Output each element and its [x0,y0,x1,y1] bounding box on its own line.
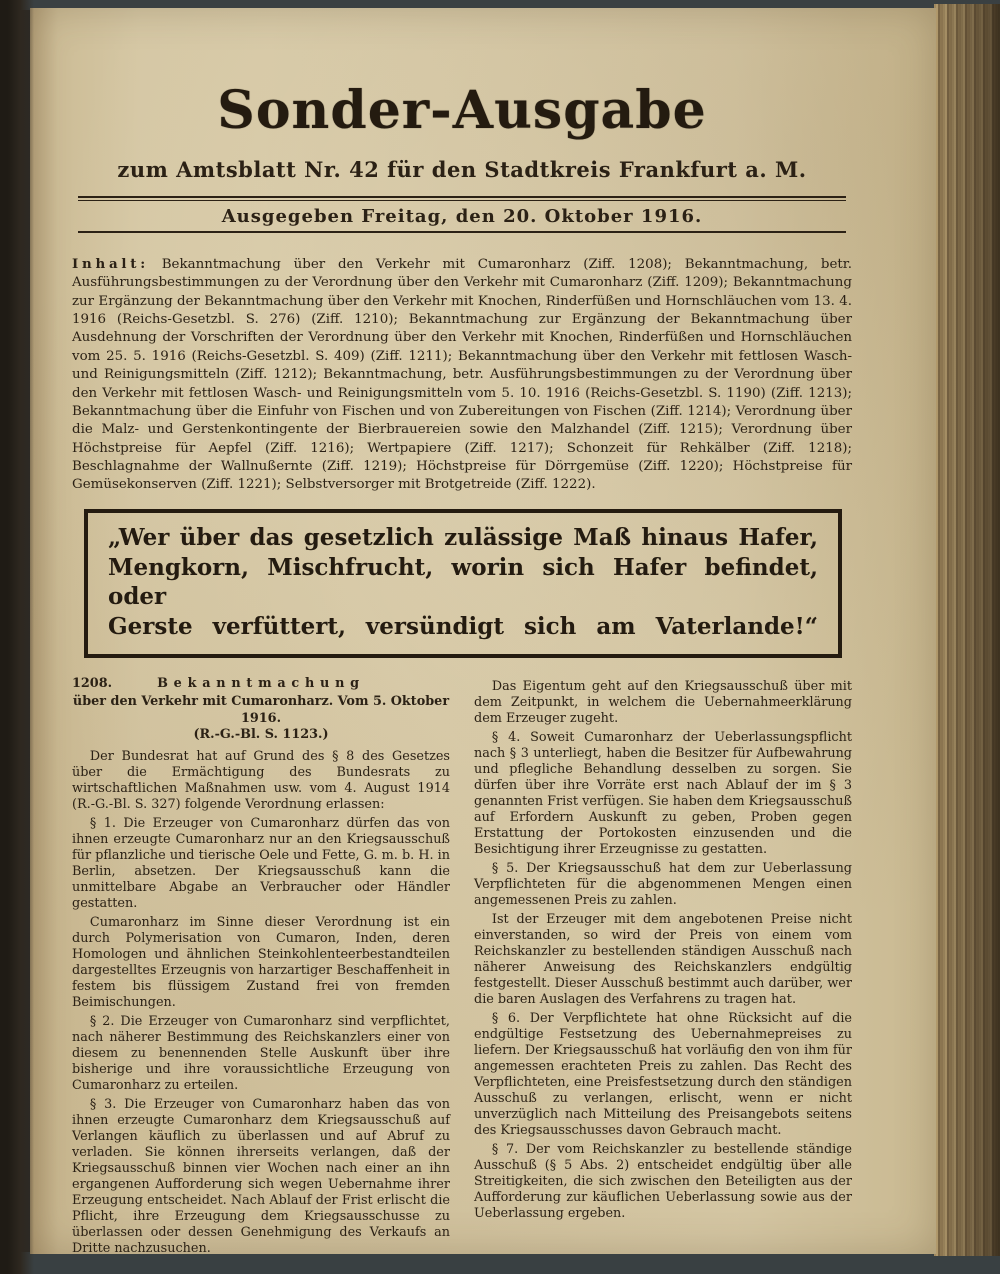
paragraph: § 5. Der Kriegsausschuß hat dem zur Ueberlassung Verpflichteten für die abgenommenen Mengen einen angemessenen Preis zu zahlen. [474,861,852,909]
slogan-box [84,509,842,659]
newspaper-page [30,8,936,1254]
article-columns [72,676,852,1260]
book-gutter-shadow [0,0,34,1274]
table-of-contents [72,255,852,495]
divider-rule-top [78,196,846,201]
paragraph: Cumaronharz im Sinne dieser Verordnung ist ein durch Polymerisation von Cumaron, Inden, deren Homologen und ähnlichen Steinkohlenteerbestandteilen dargestelltes Erzeugnis von harzartiger Beschaffenheit in festem bis flüssigem Zustand frei von fremden Beimischungen. [72,915,450,1011]
paragraph: § 2. Die Erzeuger von Cumaronharz sind verpflichtet, nach näherer Bestimmung des Reichskanzlers einer von diesem zu benennenden Stelle Auskunft über ihre bisherige und ihre voraussichtliche Erzeugung von Cumaronharz zu erteilen. [72,1014,450,1094]
paragraph: Der Bundesrat hat auf Grund des § 8 des Gesetzes über die Ermächtigung des Bundesrats zu wirtschaftlichen Maßnahmen usw. vom 4. August 1914 (R.-G.-Bl. S. 327) folgende Verordnung erlassen: [72,749,450,813]
article-number: 1208. [72,676,113,692]
slogan-line: „Wer über das gesetzlich zulässige Maß hinaus Hafer, [108,523,818,551]
toc-label: Inhalt: [72,256,149,272]
article-subheading: über den Verkehr mit Cumaronharz. Vom 5. Oktober 1916. [72,694,450,726]
book-page-edges [934,4,1000,1256]
slogan-line: Mengkorn, Mischfrucht, worin sich Hafer befindet, oder [108,553,818,611]
paragraph: § 1. Die Erzeuger von Cumaronharz dürfen das von ihnen erzeugte Cumaronharz nur an den Kriegsausschuß für pflanzliche und tierische Oele und Fette, G. m. b. H. in Berlin, absetzen. Der Kriegsausschuß kann die unmittelbare Abgabe an Verbraucher oder Händler gestatten. [72,816,450,912]
paragraph: Ist der Erzeuger mit dem angebotenen Preise nicht einverstanden, so wird der Preis von einem vom Reichskanzler zu bestellenden ständigen Ausschuß nach näherer Anweisung des Reichskanzlers endgültig festgestellt. Dieser Ausschuß bestimmt auch darüber, wer die baren Auslagen des Verfahrens zu tragen hat. [474,912,852,1007]
toc-text: Bekanntmachung über den Verkehr mit Cumaronharz (Ziff. 1208); Bekanntmachung, betr. Ausführungsbestimmungen zu der Verordnung über den Verkehr mit Cumaronharz (Ziff. 1209); Bekanntmachung zur Ergänzung der Bekanntmachung über den Verkehr mit Knochen, Rinderfüßen und Hornschläuchen vom 13. 4. 1916 (Reichs-Gesetzbl. S. 276) (Ziff. 1210); Bekanntmachung zur Ergänzung der Bekanntmachung über Ausdehnung der Vorschriften der Verordnung über den Verkehr mit Knochen, Rinderfüßen und Hornschläuchen vom 25. 5. 1916 (Reichs-Gesetzbl. S. 409) (Ziff. 1211); Bekanntmachung über den Verkehr mit fettlosen Wasch- und Reinigungsmitteln (Ziff. 1212); Bekanntmachung, betr. Ausführungsbestimmungen zu der Verordnung über den Verkehr mit fettlosen Wasch- und Reinigungsmitteln vom 5. 10. 1916 (Reichs-Gesetzbl. S. 1190) (Ziff. 1213); Bekanntmachung über die Einfuhr von Fischen und von Zubereitungen von Fischen (Ziff. 1214); Verordnung über die Malz- und Gerstenkontingente der Bierbrauereien sowie den Malzhandel (Ziff. 1215); Verordnung über Höchstpreise für Aepfel (Ziff. 1216); Wertpapiere (Ziff. 1217); Schonzeit für Rehkälber (Ziff. 1218); Beschlagnahme der Wallnußernte (Ziff. 1219); Höchstpreise für Dörrgemüse (Ziff. 1220); Höchstpreise für Gemüsekonserven (Ziff. 1221); Selbstversorger mit Brotgetreide (Ziff. 1222). [72,257,852,493]
article-header [72,676,450,692]
paragraph: § 6. Der Verpflichtete hat ohne Rücksicht auf die endgültige Festsetzung des Uebernahmepreises zu liefern. Der Kriegsausschuß hat vorläufig den von ihm für angemessen erachteten Preis zu zahlen. Das Recht des Verpflichteten, eine Preisfestsetzung durch den ständigen Ausschuß zu verlangen, erlischt, wenn er nicht unverzüglich nach Mitteilung des Preisangebots seitens des Kriegsausschusses davon Gebrauch macht. [474,1010,852,1138]
page-title: Sonder-Ausgabe [217,80,707,141]
paragraph: Das Eigentum geht auf den Kriegsausschuß über mit dem Zeitpunkt, in welchem die Uebernahmeerklärung dem Erzeuger zugeht. [474,679,852,727]
left-column [72,676,450,1260]
paragraph: § 3. Die Erzeuger von Cumaronharz haben das von ihnen erzeugte Cumaronharz dem Kriegsausschuß auf Verlangen käuflich zu überlassen und auf Abruf zu verladen. Sie können ihrerseits verlangen, daß der Kriegsausschuß binnen vier Wochen nach einer an ihn ergangenen Aufforderung sich wegen Uebernahme ihrer Erzeugung entscheidet. Nach Ablauf der Frist erlischt die Pflicht, ihre Erzeugung dem Kriegsausschusse zu überlassen oder dessen Genehmigung des Verkaufs an Dritte nachzusuchen. [72,1097,450,1256]
masthead [72,80,852,233]
article-heading: Bekanntmachung [157,676,365,692]
paragraph: § 7. Der vom Reichskanzler zu bestellende ständige Ausschuß (§ 5 Abs. 2) entscheidet endgültig über alle Streitigkeiten, die sich zwischen den Beteiligten aus der Aufforderung zur käuflichen Ueberlassung sowie aus der Ueberlassung ergeben. [474,1141,852,1221]
masthead-subtitle: zum Amtsblatt Nr. 42 für den Stadtkreis Frankfurt a. M. [117,157,807,182]
article-reference: (R.-G.-Bl. S. 1123.) [193,727,329,743]
dateline: Ausgegeben Freitag, den 20. Oktober 1916. [221,206,703,227]
slogan-line: Gerste verfüttert, versündigt sich am Vaterlande!“ [108,613,818,641]
dateline-band [78,196,846,233]
paragraph: § 4. Soweit Cumaronharz der Ueberlassungspflicht nach § 3 unterliegt, haben die Besitzer für Aufbewahrung und pflegliche Behandlung desselben zu sorgen. Sie dürfen über ihre Vorräte erst nach Ablauf der im § 3 genannten Frist verfügen. Sie haben dem Kriegsausschuß auf Erfordern Auskunft zu geben, Proben gegen Erstattung der Portokosten einzusenden und die Besichtigung ihrer Erzeugnisse zu gestatten. [474,730,852,858]
right-column [474,676,852,1260]
divider-rule-bottom [78,231,846,233]
